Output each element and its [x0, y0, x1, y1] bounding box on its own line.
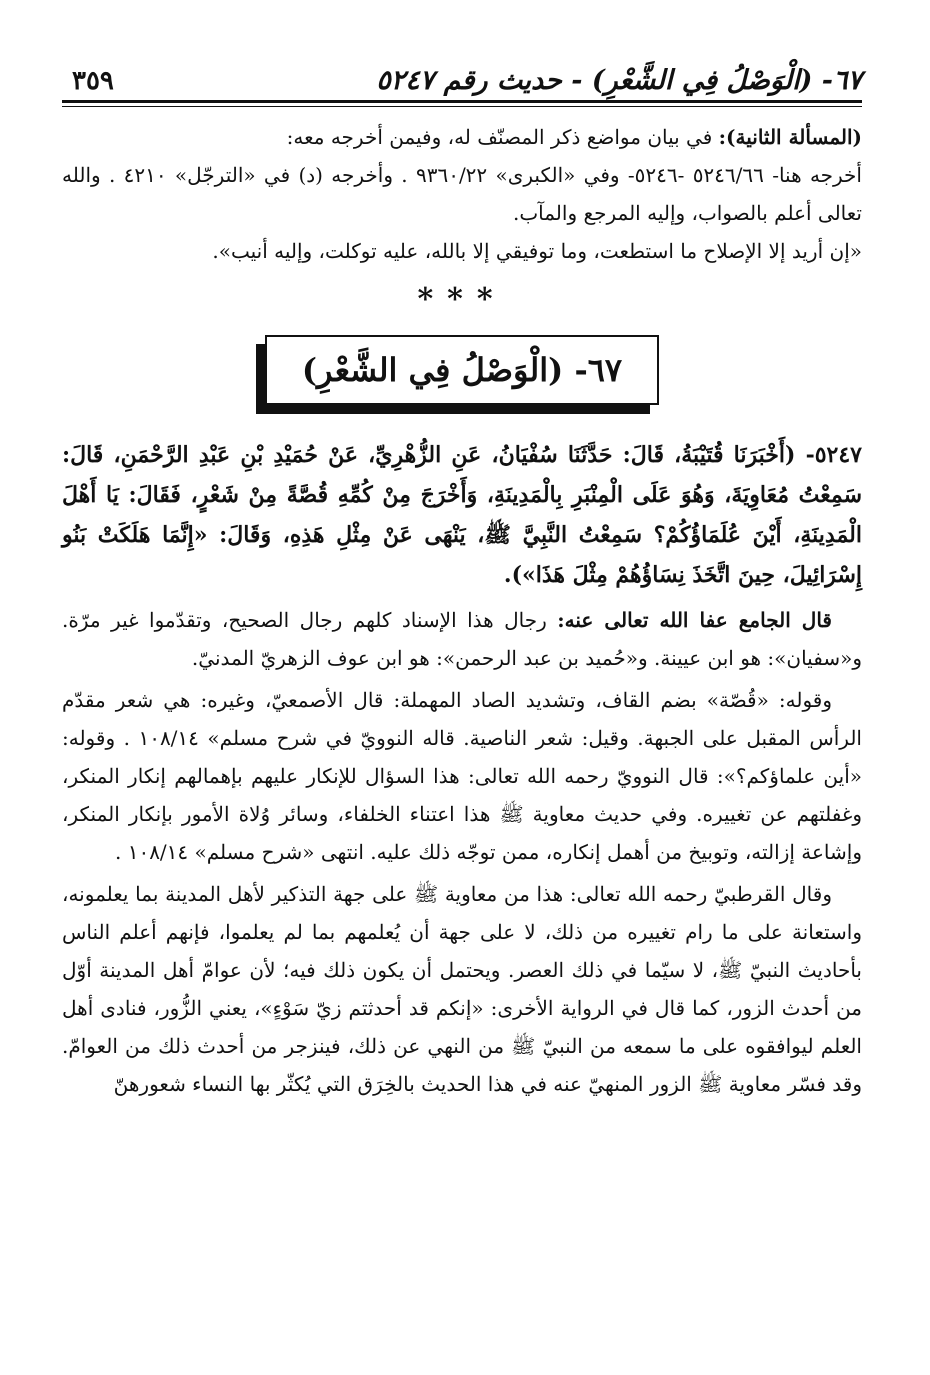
- chapter-title-box: [265, 335, 659, 405]
- hadith-text: ٥٢٤٧- (أَخْبَرَنَا قُتَيْبَةُ، قَالَ: حَدَّثَنَا سُفْيَانُ، عَنِ الزُّهْرِيِّ، عَنْ حُمَيْدِ بْنِ عَبْدِ الرَّحْمَنِ، قَالَ: سَمِعْتُ مُعَاوِيَةَ، وَهُوَ عَلَى الْمِنْبَرِ بِالْمَدِينَةِ، وَأَخْرَجَ مِنْ كُمِّهِ قُصَّةً مِنْ شَعْرٍ، فَقَالَ: يَا أَهْلَ الْمَدِينَةِ، أَيْنَ عُلَمَاؤُكُمْ؟ سَمِعْتُ النَّبِيَّ ﷺ، يَنْهَى عَنْ مِثْلِ هَذِهِ، وَقَالَ: «إِنَّمَا هَلَكَتْ بَنُو إِسْرَائِيلَ، حِينَ اتَّخَذَ نِسَاؤُهُمْ مِثْلَ هَذَا»).: [62, 442, 862, 588]
- header-rule: [62, 100, 862, 114]
- page-number: ٣٥٩: [72, 66, 114, 96]
- chapter-heading-wrap: [62, 335, 862, 405]
- section-divider-stars: ***: [417, 282, 507, 317]
- page: [62, 40, 862, 1103]
- commentary-paragraph-3: وقال القرطبيّ رحمه الله تعالى: هذا من معاوية ﷺ على جهة التذكير لأهل المدينة بما يعلمونه، واستعانة على ما رام تغييره من ذلك، لا على جهة أن يُعلمهم بما لم يعلموا، فإنهم أعلم الناس بأحاديث النبيّ ﷺ، لا سيّما في ذلك العصر. ويحتمل أن يكون ذلك فيه؛ لأن عوامّ أهل المدينة أوّل من أحدث الزور، كما قال في الرواية الأخرى: «إنكم قد أحدثتم زيّ سَوْءٍ»، يعني الزُّور، فنادى أهل العلم ليوافقوه على ما سمعه من النبيّ ﷺ من النهي عن ذلك، فينزجر من أحدث ذلك من العوامّ. وقد فسّر معاوية ﷺ الزور المنهيّ عنه في هذا الحديث بالخِرَق التي يُكثّر بها النساء شعورهنّ: [62, 882, 862, 1096]
- commentary-lead: قال الجامع عفا الله تعالى عنه:: [557, 608, 832, 632]
- section-two-heading: (المسألة الثانية):: [718, 125, 862, 149]
- chapter-title: ٦٧- (الْوَصْلُ فِي الشَّعْرِ): [301, 351, 623, 389]
- running-header: [62, 40, 862, 96]
- commentary-paragraph-2: وقوله: «قُصّة» بضم القاف، وتشديد الصاد المهملة: قال الأصمعيّ، وغيره: هي شعر مقدّم الرأس المقبل على الجبهة. وقيل: شعر الناصية. قاله النوويّ في شرح مسلم» ١٠٨/١٤ . وقوله: «أين علماؤكم؟»: قال النوويّ رحمه الله تعالى: هذا السؤال للإنكار عليهم بإهمالهم إنكار المنكر، وغفلتهم عن تغييره. وفي حديث معاوية ﷺ هذا اعتناء الخلفاء، وسائر وُلاة الأمور بإنكار المنكر، وإشاعة إزالته، وتوبيخ من أهمل إنكاره، ممن توجّه ذلك عليه. انتهى «شرح مسلم» ١٠٨/١٤ .: [62, 688, 862, 864]
- section-two-sources: أخرجه هنا- ٥٢٤٦/٦٦ -٥٢٤٦- وفي «الكبرى» ٩٣٦٠/٢٢ . وأخرجه (د) في «الترجّل» ٤٢١٠ . والله تعالى أعلم بالصواب، وإليه المرجع والمآب.: [62, 163, 862, 225]
- commentary-p1-rest: رجال هذا الإسناد كلهم رجال الصحيح، وتقدّموا غير مرّة. و«سفيان»: هو ابن عيينة. و«حُميد بن عبد الرحمن»: هو ابن عوف الزهريّ المدنيّ.: [62, 608, 862, 670]
- section-two-quote: «إن أريد إلا الإصلاح ما استطعت، وما توفيقي إلا بالله، عليه توكلت، وإليه أنيب».: [212, 239, 862, 263]
- section-two: [62, 118, 862, 270]
- section-two-heading-line: [62, 118, 862, 156]
- running-title: ٦٧- (الْوَصْلُ فِي الشَّعْرِ) - حديث رقم ٥٢٤٧: [376, 65, 862, 96]
- commentary-paragraph-1: [62, 601, 862, 677]
- section-two-heading-rest: في بيان مواضع ذكر المصنّف له، وفيمن أخرجه معه:: [286, 125, 719, 149]
